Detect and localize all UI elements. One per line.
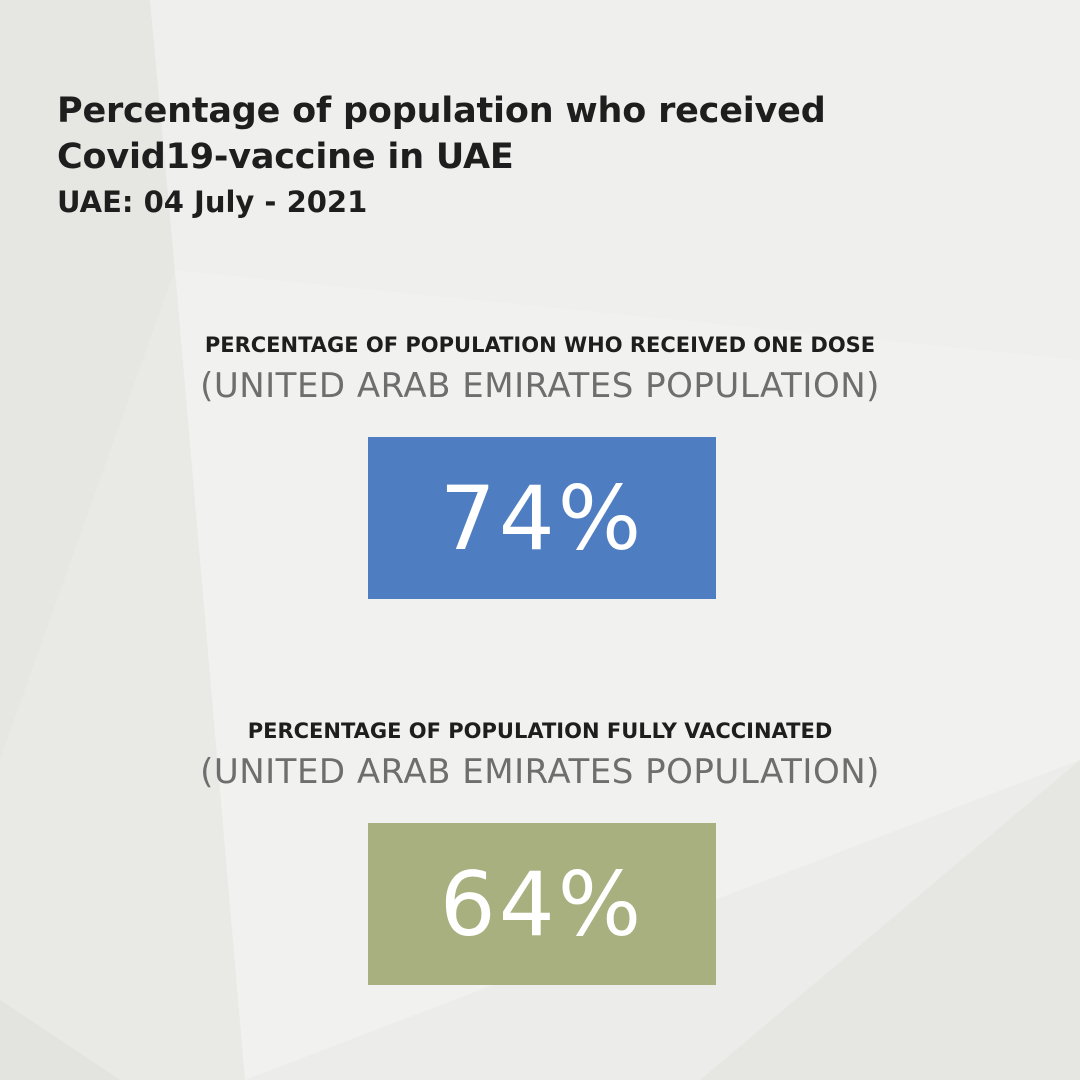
page-title-line-1: Percentage of population who received [57, 91, 826, 131]
fully-vaccinated-label: PERCENTAGE OF POPULATION FULLY VACCINATED [247, 719, 833, 743]
fully-vaccinated-population-note: (UNITED ARAB EMIRATES POPULATION) [200, 752, 880, 792]
one-dose-value: 74% [439, 466, 645, 570]
page-title-line-2: Covid19-vaccine in UAE [57, 137, 514, 177]
fully-vaccinated-value-box [368, 823, 716, 985]
one-dose-value-box [368, 437, 716, 599]
one-dose-label: PERCENTAGE OF POPULATION WHO RECEIVED ONE DOSE [204, 333, 876, 357]
fully-vaccinated-value: 64% [439, 852, 645, 956]
header [57, 88, 957, 222]
one-dose-population-note: (UNITED ARAB EMIRATES POPULATION) [200, 366, 880, 406]
date-subtitle: UAE: 04 July - 2021 [57, 185, 368, 219]
